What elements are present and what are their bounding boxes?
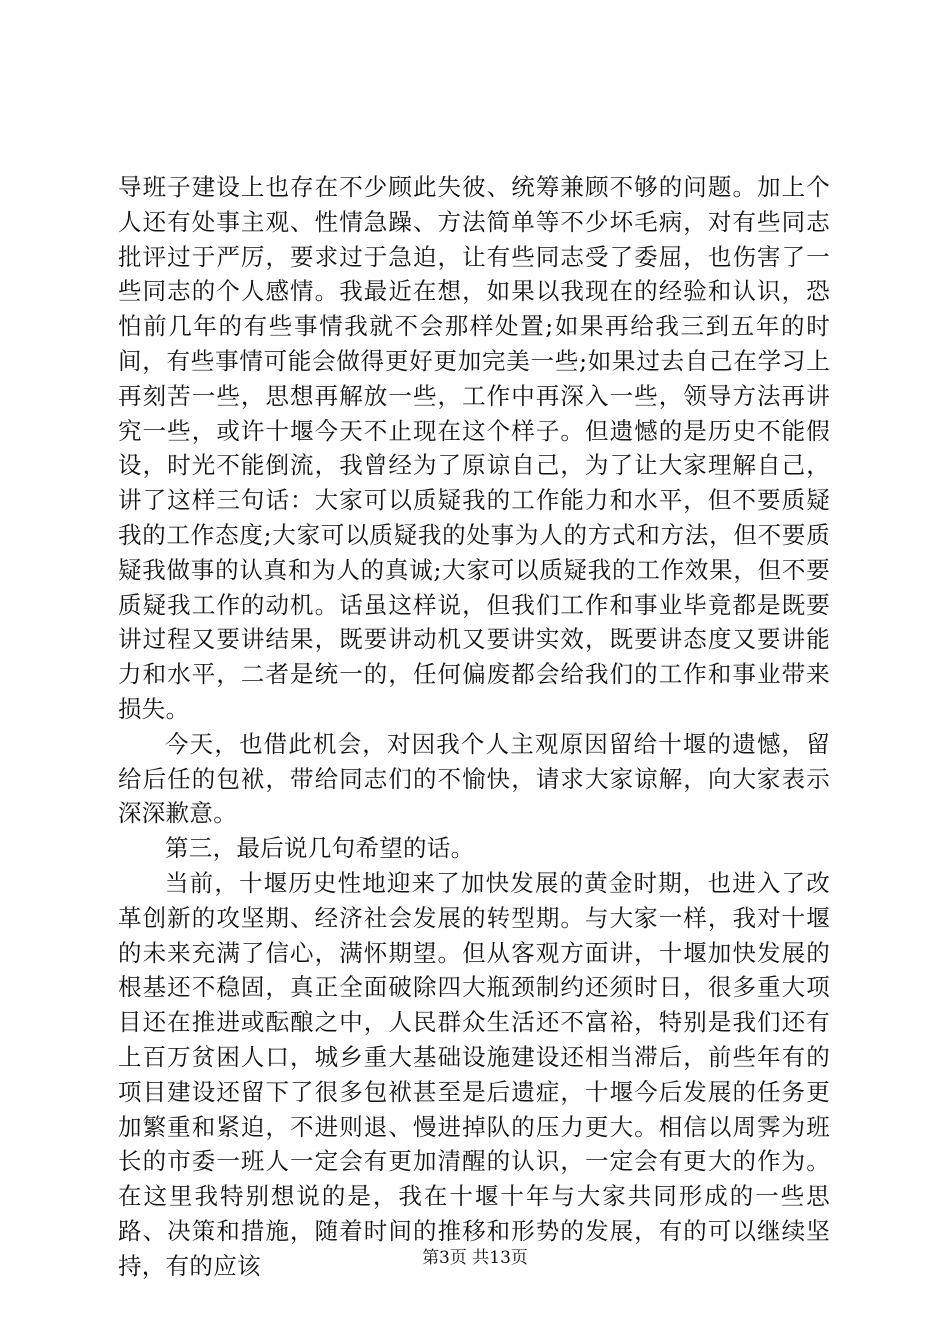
page-footer: 第3页 共13页: [422, 1248, 528, 1268]
paragraph-1: 导班子建设上也存在不少顾此失彼、统筹兼顾不够的问题。加上个人还有处事主观、性情急躁、方法简单等不少坏毛病，对有些同志批评过于严厉，要求过于急迫，让有些同志受了委屈，也伤害了一些同志的个人感情。我最近在想，如果以我现在的经验和认识，恐怕前几年的有些事情我就不会那样处置;如果再给我三到五年的时间，有些事情可能会做得更好更加完美一些;如果过去自己在学习上再刻苦一些，思想再解放一些，工作中再深入一些，领导方法再讲究一些，或许十堰今天不止现在这个样子。但遗憾的是历史不能假设，时光不能倒流，我曾经为了原谅自己，为了让大家理解自己，讲了这样三句话：大家可以质疑我的工作能力和水平，但不要质疑我的工作态度;大家可以质疑我的处事为人的方式和方法，但不要质疑我做事的认真和为人的真诚;大家可以质疑我的工作效果，但不要质疑我工作的动机。话虽这样说，但我们工作和事业毕竟都是既要讲过程又要讲结果，既要讲动机又要讲实效，既要讲态度又要讲能力和水平，二者是统一的，任何偏废都会给我们的工作和事业带来损失。: [118, 173, 830, 723]
paragraph-4: 当前，十堰历史性地迎来了加快发展的黄金时期，也进入了改革创新的攻坚期、经济社会发展的转型期。与大家一样，我对十堰的未来充满了信心，满怀期望。但从客观方面讲，十堰加快发展的根基还不稳固，真正全面破除四大瓶颈制约还须时日，很多重大项目还在推进或酝酿之中，人民群众生活还不富裕，特别是我们还有上百万贫困人口，城乡重大基础设施建设还相当滞后，前些年有的项目建设还留下了很多包袱甚至是后遗症，十堰今后发展的任务更加繁重和紧迫，不进则退、慢进掉队的压力更大。相信以周霁为班长的市委一班人一定会有更加清醒的认识，一定会有更大的作为。在这里我特别想说的是，我在十堰十年与大家共同形成的一些思路、决策和措施，随着时间的推移和形势的发展，有的可以继续坚持，有的应该: [118, 868, 830, 1280]
paragraph-2: 今天，也借此机会，对因我个人主观原因留给十堰的遗憾，留给后任的包袱，带给同志们的不愉快，请求大家谅解，向大家表示深深歉意。: [118, 729, 830, 828]
document-body: [118, 170, 830, 1284]
paragraph-3: 第三，最后说几句希望的话。: [165, 834, 475, 863]
